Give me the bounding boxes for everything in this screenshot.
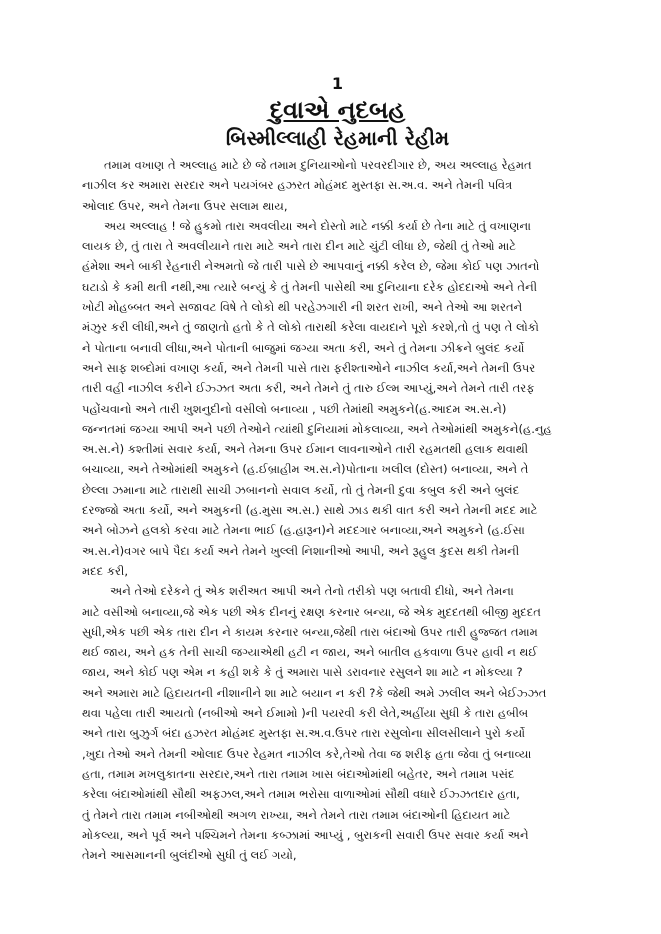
text-line: નાઝીલ કર અમારા સરદાર અને પયગંબર હઝરત મોહંમદ મુસ્તફા સ.અ.વ. અને તેમની પવિત્ર (82, 178, 513, 193)
text-line: ઘટાડો કે કમી થતી નથી,આ ત્યારે બન્યું કે તું તેમની પાસેથી આ દુનિયાના દરેક હોદદાઓ અને તેની (82, 279, 538, 294)
text-line: ,ખુદા તેઓ અને તેમની ઓલાદ ઉપર રેહમત નાઝીલ કરે,તેઓ તેવા જ શરીફ હતા જેવા તું બનાવ્યા (82, 746, 532, 761)
paragraph-3 (82, 581, 593, 865)
page-subtitle: બિસ્મીલ્લાહી રેહમાની રેહીમ (225, 126, 450, 150)
text-line: અને અમારા માટે હિદાયતની નીશાનીને શા માટે બયાન ન કરી ?કે જેથી અમે ઝલીલ અને બેઈઝ્ઝત (82, 685, 547, 700)
text-line: ઓલાદ ઉપર, અને તેમના ઉપર સલામ થાય, (82, 198, 288, 213)
page-title: દુવાએ નુદબહ (269, 96, 406, 124)
text-line: પહોંચવાનો અને તારી ખુશનુદીનો વસીલો બનાવ્યા , પછી તેમાંથી અમુકને(હ.આદમ અ.સ.ને) (82, 401, 507, 416)
text-line: જાય, અને કોઈ પણ એમ ન કહી શકે કે તું અમારા પાસે ડરાવનાર રસુલને શા માટે ન મોકલ્યા ? (82, 665, 523, 680)
text-line: અને તેઓ દરેકને તું એક શરીઅત આપી અને તેનો તરીકો પણ બતાવી દીધો, અને તેમના (110, 584, 514, 599)
text-line: મોકલ્યા, અને પૂર્વ અને પશ્ચિમને તેમના કબ્ઝામાં આપ્યું , બુરાકની સવારી ઉપર સવાર કર્યા અને (82, 827, 529, 842)
text-line: છેલ્લા ઝમાના માટે તારાથી સાચી ઝબાનનો સવાલ કર્યો, તો તું તેમની દુવા કબુલ કરી અને બુલંદ (82, 482, 520, 497)
text-line: ખોટી મોહબ્બત અને સજાવટ વિષે તે લોકો થી પરહેઝગારી ની શરત રાખી, અને તેઓ આ શરતને (82, 300, 523, 315)
text-line: હતા, તમામ મખલુકાતના સરદાર,અને તારા તમામ ખાસ બંદાઓમાંથી બહેતર, અને તમામ પસંદ (82, 766, 515, 781)
text-line: ને પોતાના બનાવી લીધા,અને પોતાની બાજુમાં જગ્યા અતા કરી, અને તું તેમના ઝીક્રને બુલંદ કર્યો (82, 340, 525, 355)
text-line: અ.સ.ને)વગર બાપે પૈદા કર્યા અને તેમને ખુલ્લી નિશાનીઓ આપી, અને રૂહુલ કુદસ થકી તેમની (82, 543, 520, 558)
text-line: દરજ્જો અતા કર્યો, અને અમુકની (હ.મુસા અ.સ.) સાથે ઝાડ થકી વાત કરી અને તેમની મદદ માટે (82, 503, 538, 518)
text-line: થવા પહેલા તારી આયતો (નબીઓ અને ઈમામો )ની પયરવી કરી લેતે,અહીંયા સુધી કે તારા હબીબ (82, 706, 529, 721)
text-line: તારી વહી નાઝીલ કરીને ઈઝ્ઝત અતા કરી, અને તેમને તું તારુ ઈલ્મ આપ્યું,અને તેમને તારી તરફ (82, 381, 535, 396)
text-line: મંઝુર કરી લીધી,અને તું જાણતો હતો કે તે લોકો તારાથી કરેલા વાયદાને પૂરો કરશે,તો તું પણ તે લોકો (82, 320, 539, 335)
text-line: થઈ જાય, અને હક તેની સાચી જગ્યાએથી હટી ન જાય, અને બાતીલ હકવાળા ઉપર હાવી ન થઈ (82, 645, 538, 660)
text-line: જન્નતમાં જગ્યા આપી અને પછી તેઓને ત્યાંથી દુનિયામાં મોકલાવ્યા, અને તેઓમાંથી અમુકને(હ.નુહ (82, 421, 552, 436)
text-line: બચાવ્યા, અને તેઓમાંથી અમુકને (હ.ઈબ્રાહીમ અ.સ.ને)પોતાના ખલીલ (દોસ્ત) બનાવ્યા, અને તે (82, 462, 529, 477)
text-line: અ.સ.ને) કશ્તીમાં સવાર કર્યા, અને તેમના ઉપર ઈમાન લાવનાઓને તારી રહમતથી હલાક થવાથી (82, 442, 529, 457)
text-line: અને સાફ શબ્દોમાં વખાણ કર્યા, અને તેમની પાસે તારા ફરીશ્તાઓને નાઝીલ કર્યા,અને તેમની ઉપર (82, 360, 536, 375)
text-line: લાયક છે, તું તારા તે અવલીયાને તારા માટે અને તારા દીન માટે ચુંટી લીધા છે, જેથી તું તેઓ માટે (82, 239, 517, 254)
text-line: અને બોઝને હલકો કરવા માટે તેમના ભાઈ (હ.હારૂન)ને મદદગાર બનાવ્યા,અને અમુકને (હ.ઈસા (82, 523, 525, 538)
text-line: તેમને આસમાનની બુલંદીઓ સુધી તું લઈ ગયો, (82, 848, 297, 863)
text-line: અય અલ્લાહ ! જે હુકમો તારા અવલીયા અને દોસ્તો માટે નક્કી કર્યા છે તેના માટે તું વખાણના (104, 218, 531, 233)
text-line: હંમેશા અને બાકી રેહનારી નેઅમતો જે તારી પાસે છે આપવાનું નક્કી કરેલ છે, જેમા કોઈ પણ ઝાતનો (82, 259, 540, 274)
paragraph-2 (82, 216, 593, 581)
text-line: કરેલા બંદાઓમાંથી સૌથી અફઝલ,અને તમામ ભરોસા વાળાઓમાં સૌથી વધારે ઈઝ્ઝતદાર હતા, (82, 787, 520, 802)
text-line: તું તેમને તારા તમામ નબીઓથી અગળ રાખ્યા, અને તેમને તારા તમામ બંદાઓની હિદાયત માટે (82, 807, 511, 822)
text-line: માટે વસીઓ બનાવ્યા,જે એક પછી એક દીનનું રક્ષણ કરનાર બન્યા, જે એક મુદદતથી બીજી મુદદત (82, 604, 541, 619)
page-number: 1 (331, 74, 344, 93)
text-line: અને તારા બુઝુર્ગ બંદા હઝરત મોહંમદ મુસ્તફા સ.અ.વ.ઉપર તારા રસુલોના સીલસીલાને પુરો કર્યો (82, 726, 526, 741)
text-line: મદદ કરી, (82, 563, 129, 578)
text-line: સુધી,એક પછી એક તારા દીન ને કાયમ કરનાર બન્યા,જેથી તારા બંદાઓ ઉપર તારી હુજ્જત તમામ (82, 624, 538, 639)
text-line: તમામ વખાણ તે અલ્લાહ માટે છે જે તમામ દુનિયાઓનો પરવરદીગાર છે, અય અલ્લાહ રેહમત (104, 158, 532, 172)
paragraph-1 (82, 155, 593, 216)
